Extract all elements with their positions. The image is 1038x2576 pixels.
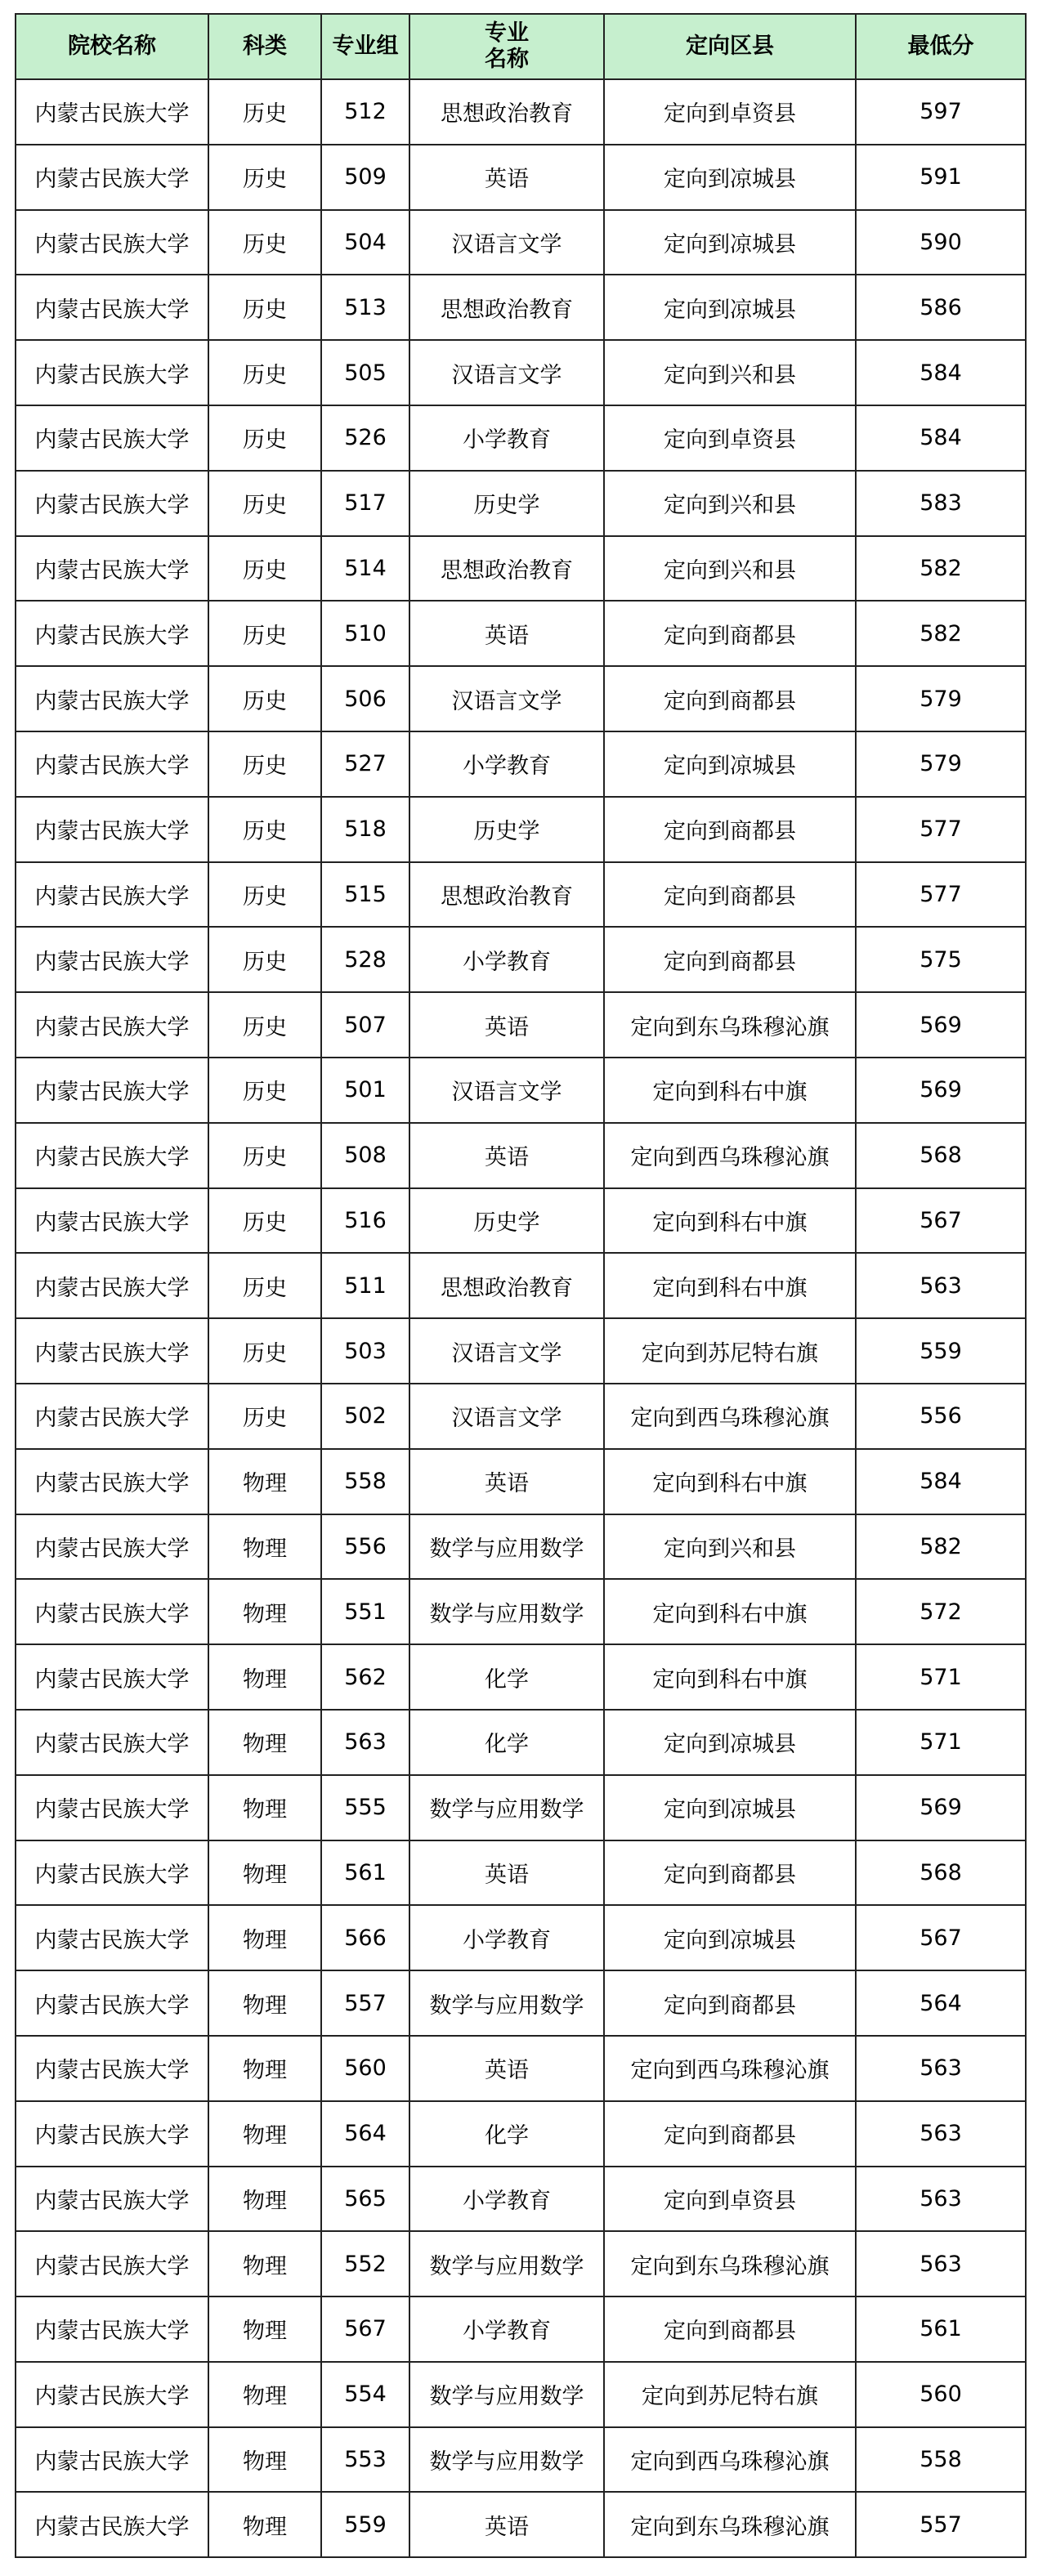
- cell-min-score: 571: [856, 1710, 1026, 1775]
- cell-school: 内蒙古民族大学: [16, 340, 208, 405]
- cell-region: 定向到商都县: [604, 797, 856, 862]
- cell-region: 定向到科右中旗: [604, 1579, 856, 1644]
- cell-region: 定向到东乌珠穆沁旗: [604, 2231, 856, 2296]
- cell-region: 定向到科右中旗: [604, 1188, 856, 1254]
- cell-school: 内蒙古民族大学: [16, 2101, 208, 2167]
- cell-major: 数学与应用数学: [409, 2231, 604, 2296]
- cell-group: 527: [321, 731, 409, 797]
- cell-major: 小学教育: [409, 2296, 604, 2362]
- cell-group: 506: [321, 666, 409, 731]
- table-row: [16, 1384, 1026, 1449]
- table-row: [16, 405, 1026, 471]
- cell-school: 内蒙古民族大学: [16, 1188, 208, 1254]
- table-row: [16, 1970, 1026, 2036]
- cell-region: 定向到凉城县: [604, 1775, 856, 1840]
- cell-subject: 历史: [208, 275, 321, 340]
- cell-group: 554: [321, 2362, 409, 2427]
- cell-min-score: 569: [856, 1058, 1026, 1123]
- cell-school: 内蒙古民族大学: [16, 471, 208, 536]
- cell-school: 内蒙古民族大学: [16, 1644, 208, 1710]
- cell-school: 内蒙古民族大学: [16, 2036, 208, 2101]
- table-row: [16, 1840, 1026, 1906]
- cell-school: 内蒙古民族大学: [16, 1123, 208, 1188]
- cell-min-score: 597: [856, 79, 1026, 145]
- cell-min-score: 575: [856, 927, 1026, 992]
- cell-major: 英语: [409, 1123, 604, 1188]
- cell-group: 513: [321, 275, 409, 340]
- cell-major: 数学与应用数学: [409, 2362, 604, 2427]
- header-min-score: 最低分: [856, 14, 1026, 79]
- table-row: [16, 2231, 1026, 2296]
- cell-school: 内蒙古民族大学: [16, 862, 208, 928]
- cell-min-score: 569: [856, 1775, 1026, 1840]
- cell-group: 556: [321, 1514, 409, 1580]
- cell-region: 定向到西乌珠穆沁旗: [604, 2036, 856, 2101]
- cell-group: 510: [321, 601, 409, 666]
- cell-subject: 物理: [208, 1449, 321, 1514]
- cell-major: 数学与应用数学: [409, 1970, 604, 2036]
- table-row: [16, 927, 1026, 992]
- cell-subject: 物理: [208, 2492, 321, 2557]
- cell-school: 内蒙古民族大学: [16, 79, 208, 145]
- cell-min-score: 557: [856, 2492, 1026, 2557]
- cell-region: 定向到凉城县: [604, 210, 856, 275]
- table-row: [16, 1905, 1026, 1970]
- header-row: [16, 14, 1026, 79]
- table-row: [16, 1058, 1026, 1123]
- cell-min-score: 563: [856, 2167, 1026, 2232]
- cell-major: 化学: [409, 2101, 604, 2167]
- cell-school: 内蒙古民族大学: [16, 1970, 208, 2036]
- cell-major: 英语: [409, 992, 604, 1058]
- table-row: [16, 862, 1026, 928]
- table-row: [16, 1775, 1026, 1840]
- cell-major: 小学教育: [409, 731, 604, 797]
- cell-region: 定向到东乌珠穆沁旗: [604, 992, 856, 1058]
- cell-subject: 历史: [208, 1123, 321, 1188]
- cell-major: 英语: [409, 2036, 604, 2101]
- cell-major: 小学教育: [409, 1905, 604, 1970]
- table-row: [16, 2362, 1026, 2427]
- cell-group: 511: [321, 1253, 409, 1318]
- cell-group: 551: [321, 1579, 409, 1644]
- cell-subject: 历史: [208, 340, 321, 405]
- cell-subject: 历史: [208, 1188, 321, 1254]
- table-row: [16, 210, 1026, 275]
- cell-major: 汉语言文学: [409, 340, 604, 405]
- table-row: [16, 1644, 1026, 1710]
- cell-major: 汉语言文学: [409, 1384, 604, 1449]
- cell-region: 定向到商都县: [604, 2296, 856, 2362]
- cell-group: 563: [321, 1710, 409, 1775]
- table-row: [16, 2427, 1026, 2493]
- cell-subject: 历史: [208, 1058, 321, 1123]
- cell-school: 内蒙古民族大学: [16, 992, 208, 1058]
- cell-region: 定向到商都县: [604, 927, 856, 992]
- table-row: [16, 1579, 1026, 1644]
- cell-group: 526: [321, 405, 409, 471]
- cell-group: 508: [321, 1123, 409, 1188]
- table-row: [16, 79, 1026, 145]
- cell-subject: 历史: [208, 471, 321, 536]
- cell-min-score: 564: [856, 1970, 1026, 2036]
- table-row: [16, 1449, 1026, 1514]
- cell-min-score: 582: [856, 536, 1026, 602]
- cell-school: 内蒙古民族大学: [16, 731, 208, 797]
- cell-group: 509: [321, 145, 409, 210]
- cell-school: 内蒙古民族大学: [16, 2231, 208, 2296]
- cell-group: 504: [321, 210, 409, 275]
- cell-group: 564: [321, 2101, 409, 2167]
- cell-min-score: 568: [856, 1840, 1026, 1906]
- cell-min-score: 579: [856, 666, 1026, 731]
- cell-major: 思想政治教育: [409, 79, 604, 145]
- cell-subject: 历史: [208, 536, 321, 602]
- cell-region: 定向到凉城县: [604, 275, 856, 340]
- table-row: [16, 340, 1026, 405]
- cell-region: 定向到兴和县: [604, 536, 856, 602]
- header-subject: 科类: [208, 14, 321, 79]
- cell-subject: 历史: [208, 601, 321, 666]
- table-body: [16, 79, 1026, 2557]
- cell-subject: 历史: [208, 1253, 321, 1318]
- cell-school: 内蒙古民族大学: [16, 275, 208, 340]
- cell-region: 定向到科右中旗: [604, 1644, 856, 1710]
- cell-region: 定向到商都县: [604, 601, 856, 666]
- cell-min-score: 563: [856, 2101, 1026, 2167]
- cell-min-score: 563: [856, 2036, 1026, 2101]
- cell-major: 小学教育: [409, 2167, 604, 2232]
- cell-school: 内蒙古民族大学: [16, 1579, 208, 1644]
- cell-group: 518: [321, 797, 409, 862]
- table-row: [16, 145, 1026, 210]
- cell-school: 内蒙古民族大学: [16, 1253, 208, 1318]
- cell-group: 503: [321, 1318, 409, 1384]
- cell-min-score: 560: [856, 2362, 1026, 2427]
- cell-min-score: 556: [856, 1384, 1026, 1449]
- cell-subject: 历史: [208, 927, 321, 992]
- cell-school: 内蒙古民族大学: [16, 1840, 208, 1906]
- cell-min-score: 572: [856, 1579, 1026, 1644]
- cell-subject: 物理: [208, 1710, 321, 1775]
- cell-major: 数学与应用数学: [409, 1775, 604, 1840]
- cell-region: 定向到兴和县: [604, 471, 856, 536]
- table-row: [16, 2036, 1026, 2101]
- table-row: [16, 1188, 1026, 1254]
- cell-major: 小学教育: [409, 405, 604, 471]
- cell-group: 562: [321, 1644, 409, 1710]
- cell-subject: 物理: [208, 2167, 321, 2232]
- cell-region: 定向到西乌珠穆沁旗: [604, 2427, 856, 2493]
- cell-group: 516: [321, 1188, 409, 1254]
- cell-group: 555: [321, 1775, 409, 1840]
- cell-min-score: 569: [856, 992, 1026, 1058]
- cell-group: 557: [321, 1970, 409, 2036]
- cell-min-score: 577: [856, 797, 1026, 862]
- cell-major: 化学: [409, 1710, 604, 1775]
- cell-major: 历史学: [409, 471, 604, 536]
- cell-school: 内蒙古民族大学: [16, 2362, 208, 2427]
- cell-min-score: 571: [856, 1644, 1026, 1710]
- cell-school: 内蒙古民族大学: [16, 666, 208, 731]
- cell-major: 数学与应用数学: [409, 2427, 604, 2493]
- cell-group: 558: [321, 1449, 409, 1514]
- cell-major: 历史学: [409, 1188, 604, 1254]
- cell-subject: 物理: [208, 1775, 321, 1840]
- table-row: [16, 1318, 1026, 1384]
- table-row: [16, 1253, 1026, 1318]
- cell-school: 内蒙古民族大学: [16, 927, 208, 992]
- cell-school: 内蒙古民族大学: [16, 1058, 208, 1123]
- cell-major: 思想政治教育: [409, 275, 604, 340]
- cell-school: 内蒙古民族大学: [16, 2427, 208, 2493]
- cell-subject: 历史: [208, 797, 321, 862]
- cell-major: 汉语言文学: [409, 666, 604, 731]
- cell-major: 思想政治教育: [409, 1253, 604, 1318]
- cell-group: 561: [321, 1840, 409, 1906]
- cell-school: 内蒙古民族大学: [16, 2167, 208, 2232]
- cell-school: 内蒙古民族大学: [16, 536, 208, 602]
- cell-group: 501: [321, 1058, 409, 1123]
- cell-school: 内蒙古民族大学: [16, 601, 208, 666]
- cell-min-score: 563: [856, 2231, 1026, 2296]
- cell-major: 汉语言文学: [409, 1058, 604, 1123]
- cell-region: 定向到商都县: [604, 1840, 856, 1906]
- cell-min-score: 567: [856, 1905, 1026, 1970]
- table-row: [16, 666, 1026, 731]
- cell-group: 559: [321, 2492, 409, 2557]
- cell-school: 内蒙古民族大学: [16, 2492, 208, 2557]
- cell-region: 定向到卓资县: [604, 2167, 856, 2232]
- cell-major: 英语: [409, 601, 604, 666]
- cell-group: 512: [321, 79, 409, 145]
- cell-subject: 物理: [208, 2036, 321, 2101]
- table-row: [16, 601, 1026, 666]
- table-header: [16, 14, 1026, 79]
- cell-region: 定向到商都县: [604, 1970, 856, 2036]
- cell-school: 内蒙古民族大学: [16, 1318, 208, 1384]
- table-row: [16, 2167, 1026, 2232]
- cell-region: 定向到凉城县: [604, 145, 856, 210]
- admission-table-container: [15, 13, 1027, 2558]
- cell-group: 560: [321, 2036, 409, 2101]
- cell-region: 定向到兴和县: [604, 1514, 856, 1580]
- cell-subject: 物理: [208, 2296, 321, 2362]
- cell-group: 567: [321, 2296, 409, 2362]
- cell-subject: 物理: [208, 2427, 321, 2493]
- cell-region: 定向到西乌珠穆沁旗: [604, 1123, 856, 1188]
- cell-min-score: 579: [856, 731, 1026, 797]
- cell-major: 汉语言文学: [409, 1318, 604, 1384]
- cell-min-score: 582: [856, 1514, 1026, 1580]
- cell-min-score: 559: [856, 1318, 1026, 1384]
- cell-group: 507: [321, 992, 409, 1058]
- cell-school: 内蒙古民族大学: [16, 1775, 208, 1840]
- cell-min-score: 558: [856, 2427, 1026, 2493]
- cell-min-score: 577: [856, 862, 1026, 928]
- cell-min-score: 582: [856, 601, 1026, 666]
- table-row: [16, 2101, 1026, 2167]
- cell-subject: 物理: [208, 1840, 321, 1906]
- cell-major: 化学: [409, 1644, 604, 1710]
- cell-region: 定向到兴和县: [604, 340, 856, 405]
- cell-region: 定向到凉城县: [604, 1905, 856, 1970]
- table-row: [16, 471, 1026, 536]
- table-row: [16, 2296, 1026, 2362]
- cell-school: 内蒙古民族大学: [16, 1449, 208, 1514]
- cell-subject: 历史: [208, 405, 321, 471]
- cell-min-score: 591: [856, 145, 1026, 210]
- header-region: 定向区县: [604, 14, 856, 79]
- cell-min-score: 563: [856, 1253, 1026, 1318]
- cell-region: 定向到苏尼特右旗: [604, 2362, 856, 2427]
- cell-major: 思想政治教育: [409, 862, 604, 928]
- cell-subject: 历史: [208, 1318, 321, 1384]
- cell-region: 定向到科右中旗: [604, 1058, 856, 1123]
- cell-min-score: 568: [856, 1123, 1026, 1188]
- cell-major: 数学与应用数学: [409, 1579, 604, 1644]
- cell-region: 定向到东乌珠穆沁旗: [604, 2492, 856, 2557]
- table-row: [16, 1123, 1026, 1188]
- table-row: [16, 731, 1026, 797]
- admission-score-table: [15, 13, 1027, 2558]
- header-major-line2: 名称: [485, 47, 529, 72]
- cell-region: 定向到西乌珠穆沁旗: [604, 1384, 856, 1449]
- cell-school: 内蒙古民族大学: [16, 1710, 208, 1775]
- cell-subject: 物理: [208, 1579, 321, 1644]
- cell-group: 553: [321, 2427, 409, 2493]
- cell-min-score: 561: [856, 2296, 1026, 2362]
- cell-subject: 历史: [208, 145, 321, 210]
- cell-subject: 历史: [208, 666, 321, 731]
- cell-group: 502: [321, 1384, 409, 1449]
- cell-region: 定向到卓资县: [604, 79, 856, 145]
- cell-min-score: 584: [856, 340, 1026, 405]
- cell-school: 内蒙古民族大学: [16, 145, 208, 210]
- cell-school: 内蒙古民族大学: [16, 405, 208, 471]
- cell-major: 英语: [409, 1840, 604, 1906]
- table-row: [16, 797, 1026, 862]
- cell-group: 517: [321, 471, 409, 536]
- cell-region: 定向到凉城县: [604, 1710, 856, 1775]
- header-major-line1: 专业: [485, 20, 529, 46]
- cell-major: 数学与应用数学: [409, 1514, 604, 1580]
- cell-subject: 物理: [208, 2231, 321, 2296]
- cell-major: 历史学: [409, 797, 604, 862]
- cell-subject: 物理: [208, 1644, 321, 1710]
- cell-group: 505: [321, 340, 409, 405]
- cell-school: 内蒙古民族大学: [16, 1514, 208, 1580]
- cell-group: 514: [321, 536, 409, 602]
- cell-subject: 物理: [208, 2362, 321, 2427]
- cell-subject: 历史: [208, 992, 321, 1058]
- cell-school: 内蒙古民族大学: [16, 1905, 208, 1970]
- cell-min-score: 586: [856, 275, 1026, 340]
- cell-subject: 物理: [208, 2101, 321, 2167]
- cell-subject: 历史: [208, 79, 321, 145]
- table-row: [16, 275, 1026, 340]
- cell-group: 515: [321, 862, 409, 928]
- cell-region: 定向到商都县: [604, 2101, 856, 2167]
- cell-subject: 物理: [208, 1970, 321, 2036]
- cell-major: 英语: [409, 145, 604, 210]
- table-row: [16, 536, 1026, 602]
- cell-major: 汉语言文学: [409, 210, 604, 275]
- cell-subject: 历史: [208, 731, 321, 797]
- header-major: [409, 14, 604, 79]
- cell-major: 英语: [409, 2492, 604, 2557]
- cell-min-score: 584: [856, 1449, 1026, 1514]
- cell-min-score: 567: [856, 1188, 1026, 1254]
- cell-group: 552: [321, 2231, 409, 2296]
- cell-min-score: 584: [856, 405, 1026, 471]
- cell-region: 定向到凉城县: [604, 731, 856, 797]
- cell-region: 定向到科右中旗: [604, 1253, 856, 1318]
- cell-subject: 物理: [208, 1905, 321, 1970]
- cell-group: 528: [321, 927, 409, 992]
- header-school: 院校名称: [16, 14, 208, 79]
- cell-major: 小学教育: [409, 927, 604, 992]
- cell-school: 内蒙古民族大学: [16, 210, 208, 275]
- cell-subject: 历史: [208, 1384, 321, 1449]
- cell-region: 定向到科右中旗: [604, 1449, 856, 1514]
- cell-subject: 物理: [208, 1514, 321, 1580]
- cell-subject: 历史: [208, 210, 321, 275]
- table-row: [16, 992, 1026, 1058]
- cell-group: 565: [321, 2167, 409, 2232]
- cell-school: 内蒙古民族大学: [16, 1384, 208, 1449]
- cell-min-score: 590: [856, 210, 1026, 275]
- table-row: [16, 2492, 1026, 2557]
- header-group: 专业组: [321, 14, 409, 79]
- cell-group: 566: [321, 1905, 409, 1970]
- cell-school: 内蒙古民族大学: [16, 2296, 208, 2362]
- cell-major: 英语: [409, 1449, 604, 1514]
- cell-major: 思想政治教育: [409, 536, 604, 602]
- cell-region: 定向到商都县: [604, 862, 856, 928]
- cell-region: 定向到商都县: [604, 666, 856, 731]
- cell-school: 内蒙古民族大学: [16, 797, 208, 862]
- cell-min-score: 583: [856, 471, 1026, 536]
- cell-subject: 历史: [208, 862, 321, 928]
- cell-region: 定向到苏尼特右旗: [604, 1318, 856, 1384]
- cell-region: 定向到卓资县: [604, 405, 856, 471]
- table-row: [16, 1710, 1026, 1775]
- table-row: [16, 1514, 1026, 1580]
